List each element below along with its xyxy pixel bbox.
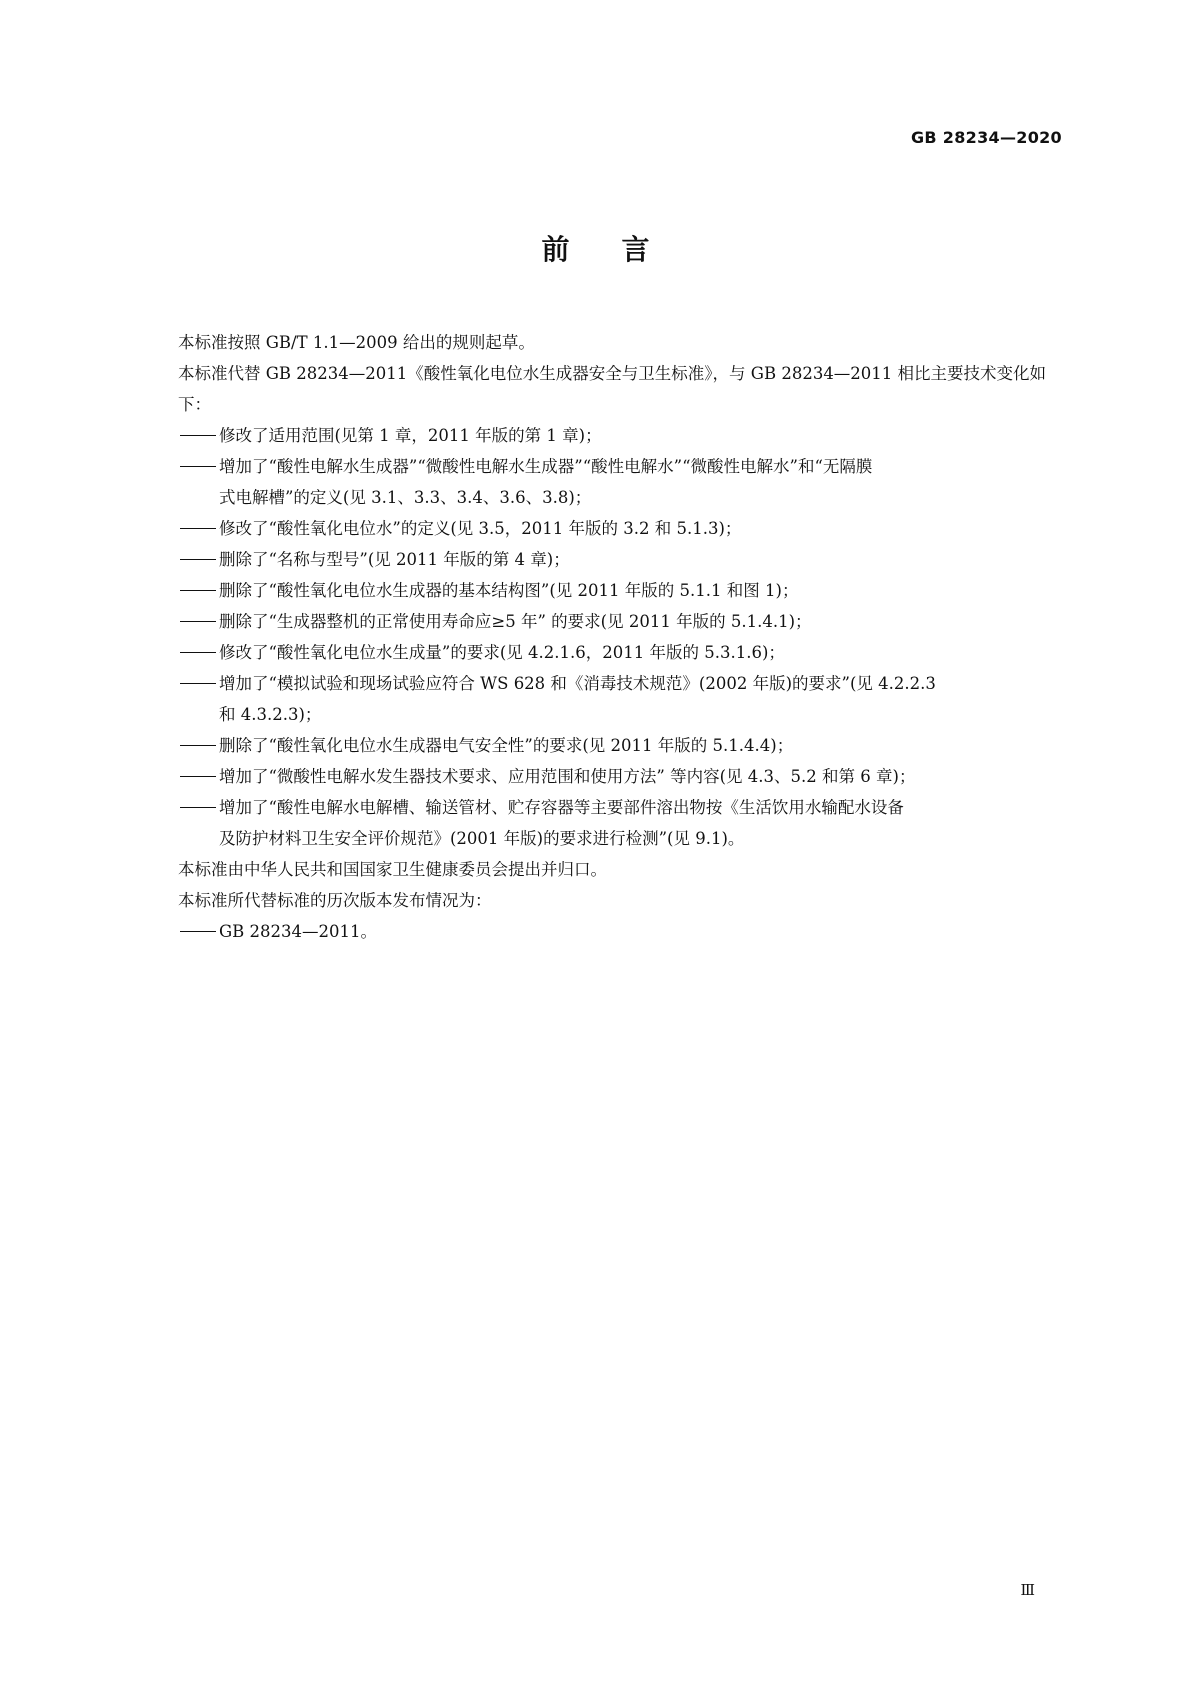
- paragraph-drafting-rules: 本标准按照 GB/T 1.1—2009 给出的规则起草。: [178, 333, 535, 352]
- list-item-text-line2: 式电解槽”的定义(见 3.1、3.3、3.4、3.6、3.8)；: [219, 488, 592, 507]
- paragraph-proposer: 本标准由中华人民共和国国家卫生健康委员会提出并归口。: [178, 860, 607, 879]
- list-item-text: [219, 792, 1058, 854]
- list-item-text-line2: 和 4.3.2.3)；: [219, 705, 322, 724]
- list-item-text: 删除了“酸性氧化电位水生成器电气安全性”的要求(见 2011 年版的 5.1.4.4)；: [219, 736, 794, 755]
- list-item-text: 修改了适用范围(见第 1 章，2011 年版的第 1 章)；: [219, 426, 602, 445]
- standard-code: GB 28234—2020: [911, 128, 1062, 147]
- list-item: [178, 730, 1058, 761]
- list-item-text: [219, 451, 1058, 513]
- list-item: [178, 575, 1058, 606]
- list-item-text: GB 28234—2011。: [219, 922, 378, 941]
- page-title: 前言: [541, 233, 702, 266]
- paragraph-history-intro: 本标准所代替标准的历次版本发布情况为：: [178, 891, 492, 910]
- list-item: [178, 606, 1058, 637]
- list-item-text: 修改了“酸性氧化电位水”的定义(见 3.5，2011 年版的 3.2 和 5.1.3)；: [219, 519, 742, 538]
- list-item-text-line2: 及防护材料卫生安全评价规范》(2001 年版)的要求进行检测”(见 9.1)。: [219, 829, 745, 848]
- list-item: [178, 420, 1058, 451]
- list-item: [178, 668, 1058, 730]
- list-item-text: 删除了“酸性氧化电位水生成器的基本结构图”(见 2011 年版的 5.1.1 和图 1)；: [219, 581, 799, 600]
- list-item: [178, 792, 1058, 854]
- changes-list: [178, 420, 1058, 854]
- list-item-text-line1: 增加了“酸性电解水生成器”“微酸性电解水生成器”“酸性电解水”“微酸性电解水”和“无隔膜: [219, 457, 873, 476]
- list-item: [178, 544, 1058, 575]
- list-item: [178, 451, 1058, 513]
- list-item-text: [219, 668, 1058, 730]
- paragraph-replacement: 本标准代替 GB 28234—2011《酸性氧化电位水生成器安全与卫生标准》，与 GB 28234—2011 相比主要技术变化如下：: [178, 364, 1047, 414]
- document-body: [178, 327, 1058, 947]
- list-item-text: 删除了“生成器整机的正常使用寿命应≥5 年” 的要求(见 2011 年版的 5.1.4.1)；: [219, 612, 812, 631]
- list-item-text: 增加了“微酸性电解水发生器技术要求、应用范围和使用方法” 等内容(见 4.3、5.2 和第 6 章)；: [219, 767, 916, 786]
- list-item: [178, 513, 1058, 544]
- list-item-text: 修改了“酸性氧化电位水生成量”的要求(见 4.2.1.6，2011 年版的 5.3.1.6)；: [219, 643, 785, 662]
- list-item: [178, 916, 1058, 947]
- list-item-text-line1: 增加了“酸性电解水电解槽、输送管材、贮存容器等主要部件溶出物按《生活饮用水输配水设备: [219, 798, 904, 817]
- list-item: [178, 637, 1058, 668]
- page-number: Ⅲ: [1020, 1581, 1035, 1599]
- list-item-text-line1: 增加了“模拟试验和现场试验应符合 WS 628 和《消毒技术规范》(2002 年版)的要求”(见 4.2.2.3: [219, 674, 936, 693]
- history-list: [178, 916, 1058, 947]
- list-item: [178, 761, 1058, 792]
- list-item-text: 删除了“名称与型号”(见 2011 年版的第 4 章)；: [219, 550, 570, 569]
